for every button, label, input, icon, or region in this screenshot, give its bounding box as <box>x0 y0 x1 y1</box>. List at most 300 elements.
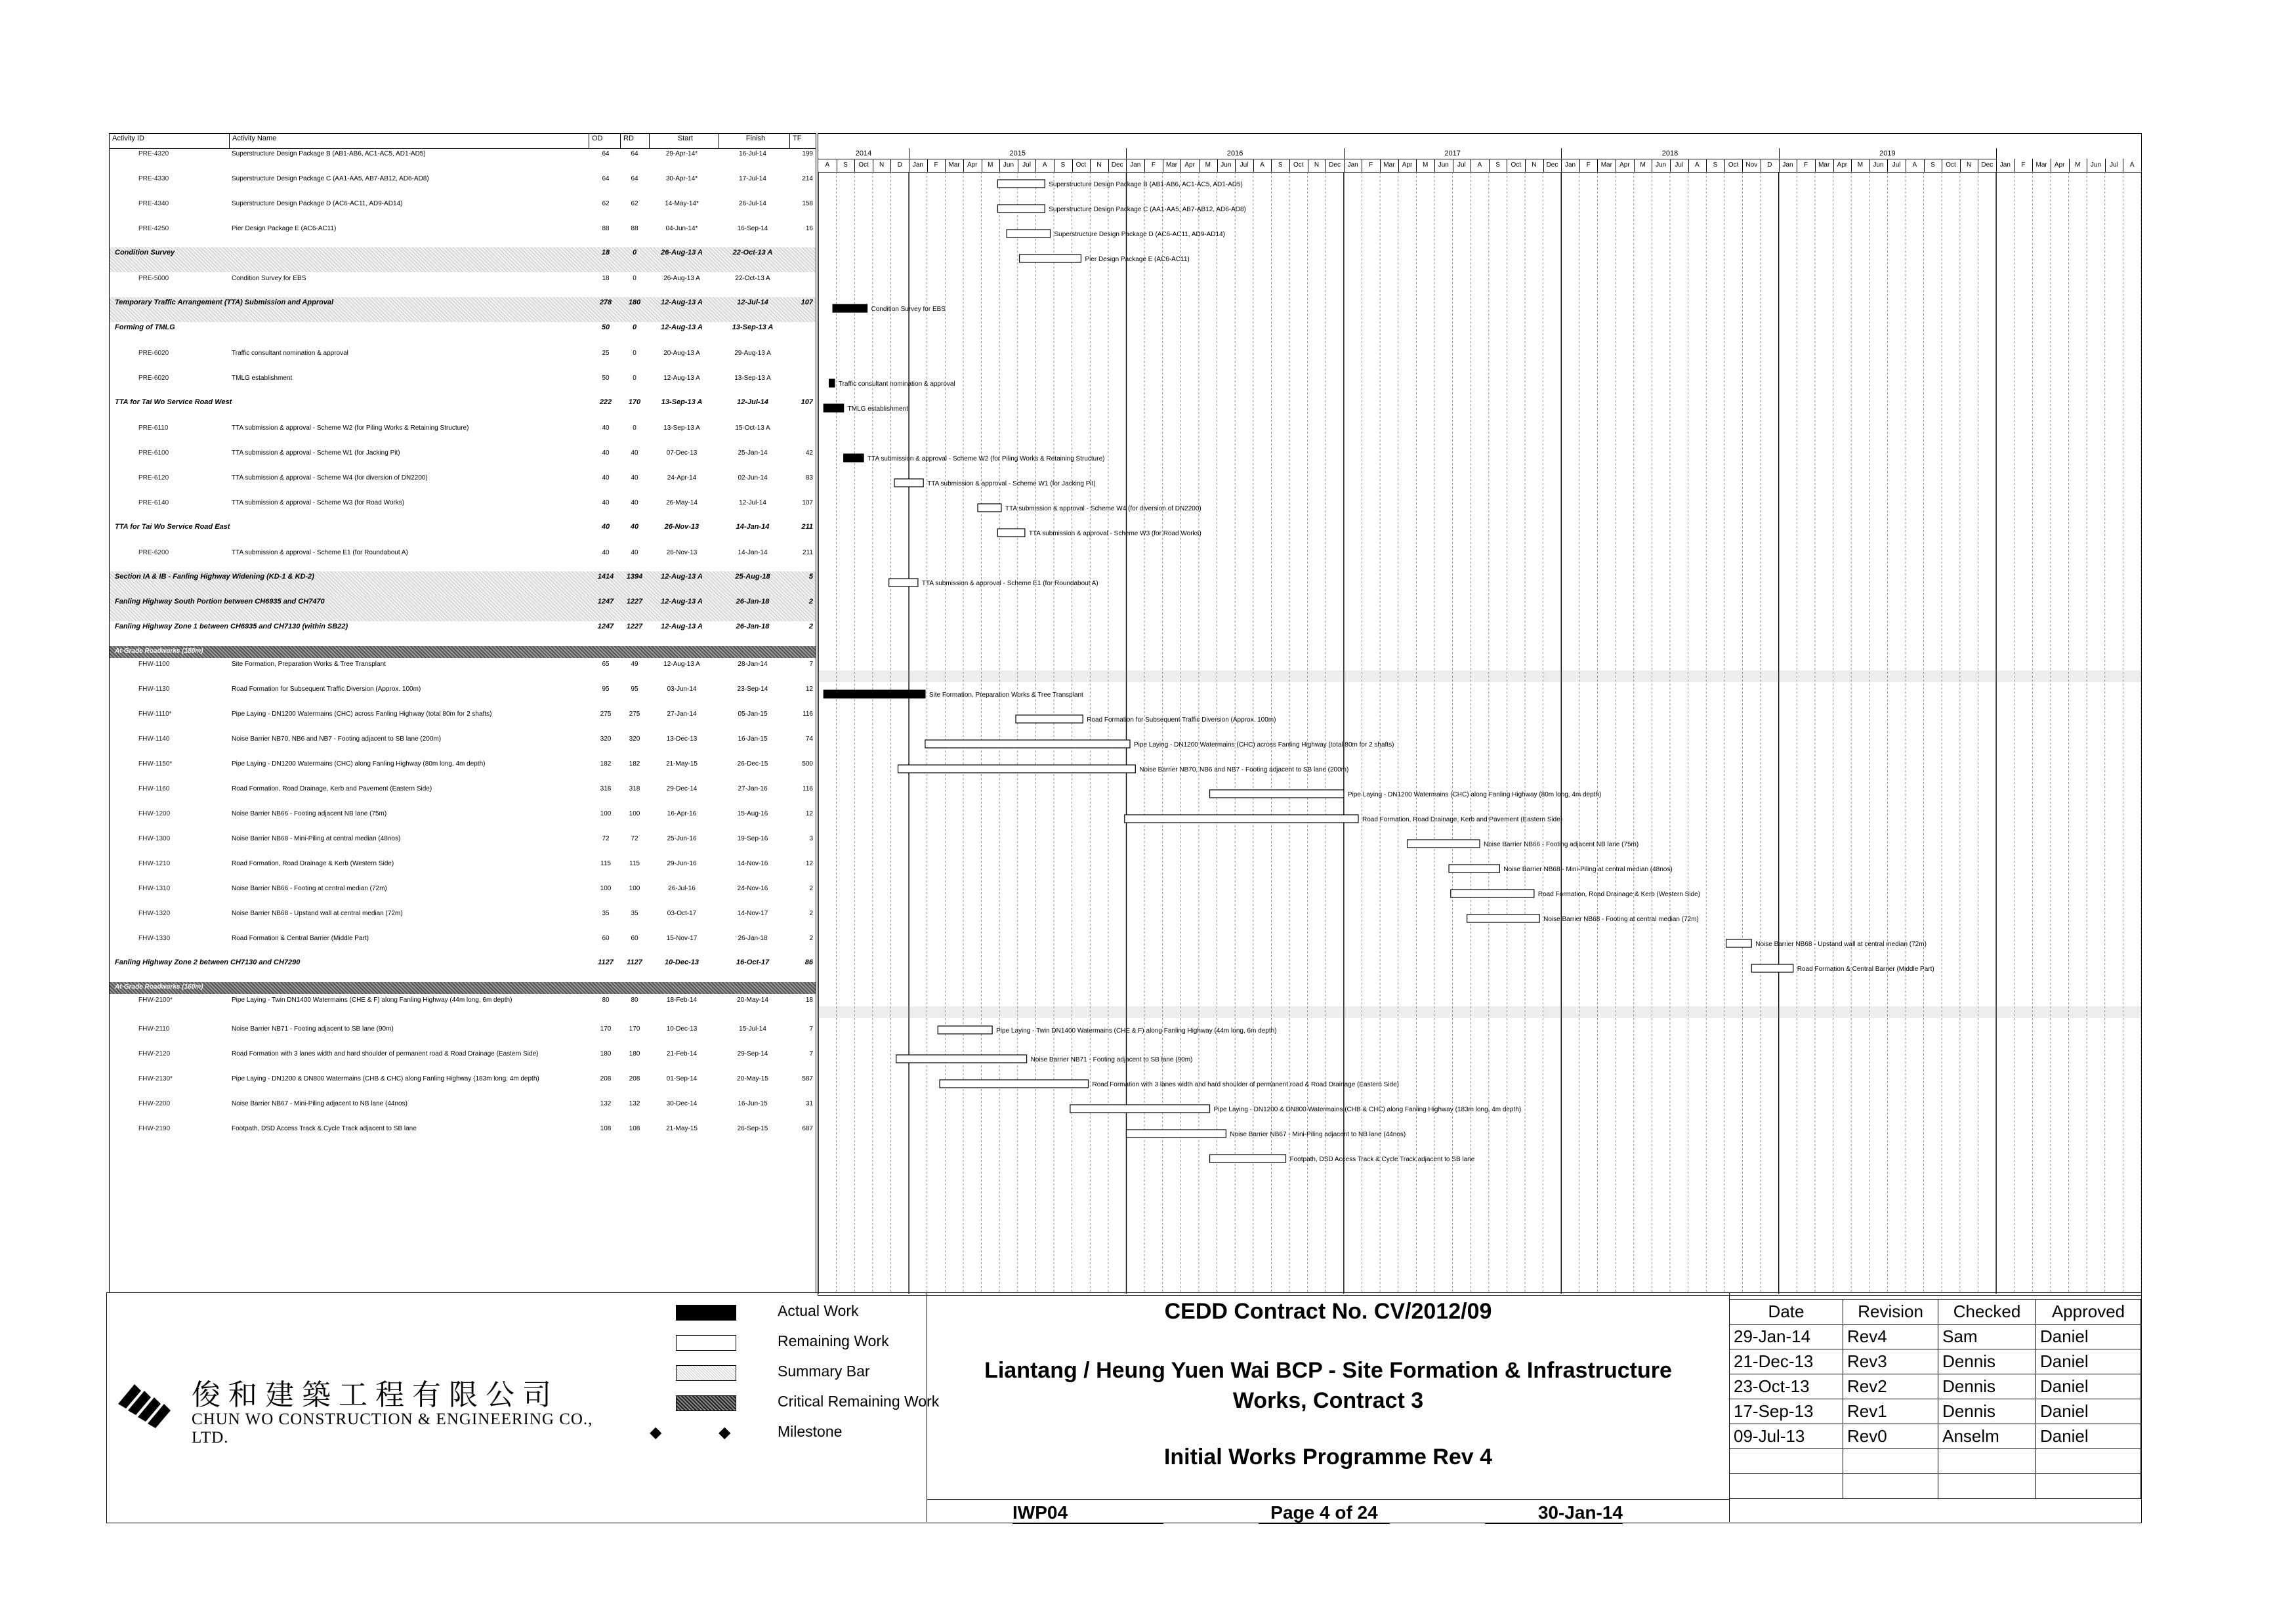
remaining-work-bar <box>1020 255 1081 262</box>
remaining-work-bar <box>1451 890 1534 897</box>
remaining-duration: 88 <box>631 225 638 232</box>
timeline-month: M <box>982 159 1001 172</box>
timeline-month: Dec <box>1543 159 1562 172</box>
finish-date: 20-May-14 <box>737 996 768 1004</box>
remaining-work-bar <box>896 1055 1027 1063</box>
doc-code: IWP04 <box>1012 1502 1163 1524</box>
activity-id: FHW-2110 <box>138 1025 170 1033</box>
remaining-duration: 180 <box>628 298 641 306</box>
bar-label: Noise Barrier NB68 - Footing at central median (72m) <box>1543 916 1699 923</box>
timeline-month: Jul <box>2105 159 2124 172</box>
activity-id: PRE-4340 <box>138 200 169 207</box>
finish-date: 13-Sep-13 A <box>734 375 771 382</box>
revision-cell: Dennis <box>1938 1399 2036 1424</box>
start-date: 24-Apr-14 <box>667 474 697 482</box>
activity-name: Superstructure Design Package D (AC6-AC11, AD9-AD14) <box>232 200 403 207</box>
timeline-month: Apr <box>1616 159 1635 172</box>
start-date: 10-Dec-13 <box>665 958 699 966</box>
original-duration: 40 <box>602 474 610 482</box>
remaining-duration: 60 <box>631 935 638 942</box>
total-float: 16 <box>805 225 813 232</box>
revision-cell <box>2035 1449 2140 1474</box>
revision-row <box>1730 1325 2141 1349</box>
remaining-duration: 1127 <box>627 958 642 966</box>
total-float: 3 <box>809 835 813 842</box>
timeline-year: 2016 <box>1126 148 1344 159</box>
start-date: 13-Dec-13 <box>666 735 698 743</box>
timeline-month: A <box>1471 159 1490 172</box>
revision-row <box>1730 1349 2141 1374</box>
start-date: 04-Jun-14* <box>665 225 698 232</box>
total-float: 83 <box>805 474 813 482</box>
remaining-work-bar <box>1070 1105 1210 1113</box>
timeline-month: Nov <box>1742 159 1761 172</box>
revision-row <box>1730 1399 2141 1424</box>
start-date: 21-May-15 <box>666 1125 698 1132</box>
revision-table <box>1729 1299 2141 1499</box>
activity-name: Footpath, DSD Access Track & Cycle Track adjacent to SB lane <box>232 1125 417 1132</box>
timeline-month: F <box>1797 159 1816 172</box>
revision-cell: Rev1 <box>1843 1399 1938 1424</box>
total-float: 587 <box>802 1075 813 1082</box>
timeline-month: N <box>873 159 892 172</box>
revision-row <box>1730 1374 2141 1399</box>
activity-id: PRE-6110 <box>138 424 169 432</box>
legend-swatch <box>676 1335 736 1351</box>
activity-name: Noise Barrier NB67 - Mini-Piling adjacent to NB lane (44nos) <box>232 1100 407 1107</box>
timeline-month: Jul <box>1670 159 1689 172</box>
original-duration: 170 <box>600 1025 612 1033</box>
total-float: 2 <box>809 885 813 892</box>
bar-label: Noise Barrier NB68 - Upstand wall at central median (72m) <box>1755 941 1927 948</box>
activity-id: FHW-1210 <box>138 860 171 867</box>
table-row <box>110 497 816 522</box>
finish-date: 26-Jan-18 <box>738 935 768 942</box>
revision-cell: 29-Jan-14 <box>1730 1325 1843 1349</box>
remaining-work-bar <box>1449 865 1499 873</box>
total-float: 12 <box>805 810 813 817</box>
remaining-duration: 95 <box>631 686 638 693</box>
bar-label: Noise Barrier NB70, NB6 and NB7 - Footing adjacent to SB lane (200m) <box>1139 766 1349 773</box>
revision-column-header: Approved <box>2035 1300 2140 1325</box>
finish-date: 22-Oct-13 A <box>735 275 770 282</box>
original-duration: 1247 <box>597 623 614 630</box>
original-duration: 80 <box>602 996 610 1004</box>
remaining-duration: 0 <box>632 323 637 331</box>
finish-date: 20-May-15 <box>737 1075 768 1082</box>
finish-date: 24-Nov-16 <box>737 885 768 892</box>
bar-label: Superstructure Design Package C (AA1-AA5, AB7-AB12, AD6-AD8) <box>1049 206 1246 213</box>
revision-column-header: Date <box>1730 1300 1843 1325</box>
start-date: 26-Jul-16 <box>668 885 696 892</box>
timeline-month: Oct <box>1724 159 1743 172</box>
timeline-month: Jan <box>1561 159 1580 172</box>
finish-date: 27-Jan-16 <box>738 785 768 792</box>
activity-name: TTA for Tai Wo Service Road East <box>115 523 230 531</box>
start-date: 12-Aug-13 A <box>663 661 700 668</box>
finish-date: 13-Sep-13 A <box>732 323 774 331</box>
total-float: 7 <box>809 1025 813 1033</box>
finish-date: 16-Jun-15 <box>738 1100 768 1107</box>
revision-row <box>1730 1449 2141 1474</box>
timeline-month: Mar <box>1815 159 1834 172</box>
activity-id: FHW-2190 <box>138 1125 171 1132</box>
timeline-month: F <box>927 159 946 172</box>
original-duration: 1247 <box>597 598 614 606</box>
revision-cell: Dennis <box>1938 1349 2036 1374</box>
original-duration: 72 <box>602 835 610 842</box>
revision-column-header: Revision <box>1843 1300 1938 1325</box>
total-float: 5 <box>808 573 813 581</box>
finish-date: 23-Sep-14 <box>737 686 768 693</box>
remaining-work-bar <box>940 1080 1088 1088</box>
table-row <box>110 1098 816 1122</box>
activity-id: FHW-1330 <box>138 935 171 942</box>
finish-date: 05-Jan-15 <box>738 710 768 718</box>
total-float: 116 <box>803 710 813 718</box>
remaining-work-bar <box>1210 1155 1286 1162</box>
timeline-month: S <box>1706 159 1725 172</box>
remaining-work-bar <box>1408 840 1480 848</box>
timeline-month: Apr <box>963 159 982 172</box>
remaining-duration: 64 <box>631 175 638 182</box>
remaining-duration: 208 <box>629 1075 640 1082</box>
remaining-duration: 1227 <box>626 598 643 606</box>
wbs-group-row <box>110 397 816 422</box>
activity-id: PRE-6200 <box>138 549 169 556</box>
remaining-work-bar <box>1126 1130 1226 1138</box>
col-od: OD <box>589 134 620 148</box>
original-duration: 40 <box>602 424 610 432</box>
timeline-month: N <box>1308 159 1327 172</box>
finish-date: 14-Jan-14 <box>736 523 770 531</box>
activity-id: PRE-4250 <box>138 225 169 232</box>
timeline-year: 2017 <box>1344 148 1562 159</box>
timeline-month: Mar <box>1380 159 1399 172</box>
timeline-month: S <box>1489 159 1508 172</box>
finish-date: 15-Oct-13 A <box>735 424 770 432</box>
timeline-month: Jan <box>1344 159 1363 172</box>
table-row <box>110 347 816 372</box>
activity-name: At-Grade Roadworks (180m) <box>115 647 203 655</box>
start-date: 20-Aug-13 A <box>663 350 700 357</box>
remaining-duration: 0 <box>633 424 637 432</box>
activity-id: FHW-2200 <box>138 1100 171 1107</box>
remaining-work-bar <box>1751 964 1793 972</box>
revision-cell: Anselm <box>1938 1424 2036 1449</box>
timeline-month: Dec <box>1108 159 1127 172</box>
timeline-month: Oct <box>1072 159 1091 172</box>
remaining-duration: 182 <box>629 760 640 768</box>
finish-date: 29-Sep-14 <box>737 1050 768 1058</box>
timeline-month: Oct <box>1942 159 1961 172</box>
activity-name: Pipe Laying - DN1200 Watermains (CHC) along Fanling Highway (80m long, 4m depth) <box>232 760 486 768</box>
activity-name: TTA submission & approval - Scheme W4 (for diversion of DN2200) <box>232 474 428 482</box>
original-duration: 222 <box>599 398 612 406</box>
revision-cell <box>1730 1474 1843 1499</box>
timeline-month: M <box>1416 159 1435 172</box>
timeline-month: Jul <box>1235 159 1254 172</box>
remaining-duration: 40 <box>630 523 639 531</box>
activity-id: FHW-1320 <box>138 910 171 917</box>
activity-name: TTA submission & approval - Scheme W3 (for Road Works) <box>232 499 405 506</box>
activity-id: FHW-1150* <box>138 760 173 768</box>
start-date: 29-Dec-14 <box>666 785 698 792</box>
start-date: 13-Sep-13 A <box>661 398 703 406</box>
activity-name: Condition Survey <box>115 249 175 257</box>
activity-name: Road Formation, Road Drainage & Kerb (Western Side) <box>232 860 394 867</box>
timeline-month: Apr <box>1180 159 1200 172</box>
timeline-month: A <box>1035 159 1054 172</box>
col-finish: Finish <box>719 134 789 148</box>
finish-date: 29-Aug-13 A <box>734 350 771 357</box>
activity-name: At-Grade Roadworks (160m) <box>115 983 203 991</box>
timeline-year: 2015 <box>909 148 1127 159</box>
activity-name: Noise Barrier NB66 - Footing at central median (72m) <box>232 885 387 892</box>
actual-work-bar <box>844 454 864 462</box>
remaining-duration: 170 <box>628 398 641 406</box>
activity-id: PRE-6120 <box>138 474 169 482</box>
remaining-duration: 100 <box>629 885 640 892</box>
bar-label: Noise Barrier NB67 - Mini-Piling adjacent to NB lane (44nos) <box>1230 1131 1406 1138</box>
finish-date: 26-Jan-18 <box>736 598 770 606</box>
programme-title: Initial Works Programme Rev 4 <box>1163 1445 1493 1469</box>
finish-date: 19-Sep-16 <box>737 835 768 842</box>
start-date: 12-Aug-13 A <box>661 323 703 331</box>
remaining-duration: 40 <box>631 499 638 506</box>
timeline-year: 2014 <box>818 148 909 159</box>
original-duration: 108 <box>600 1125 612 1132</box>
milestone-icon: ◆ <box>719 1424 731 1441</box>
table-row <box>110 857 816 882</box>
activity-id: FHW-1160 <box>138 785 170 792</box>
table-row <box>110 907 816 932</box>
start-date: 13-Sep-13 A <box>663 424 700 432</box>
wbs-group-row <box>110 646 816 658</box>
timeline-month: A <box>2123 159 2142 172</box>
revision-cell <box>1938 1449 2036 1474</box>
remaining-work-bar <box>997 205 1045 213</box>
original-duration: 1414 <box>597 573 614 581</box>
finish-date: 25-Jan-14 <box>738 449 768 457</box>
wbs-band <box>818 670 2141 682</box>
bar-label: Noise Barrier NB68 - Mini-Piling at central median (48nos) <box>1503 866 1673 873</box>
activity-name: TMLG establishment <box>232 375 293 382</box>
total-float: 199 <box>802 150 813 157</box>
activity-id: FHW-1140 <box>138 735 170 743</box>
original-duration: 65 <box>602 661 610 668</box>
activity-name: Pipe Laying - DN1200 Watermains (CHC) across Fanling Highway (total 80m for 2 shafts) <box>232 710 492 718</box>
activity-table-header <box>109 133 816 149</box>
timeline-month: A <box>818 159 837 172</box>
revision-column-header: Checked <box>1938 1300 2036 1325</box>
activity-table-body <box>109 148 816 1292</box>
timeline-month: Mar <box>1163 159 1182 172</box>
timeline-month: Mar <box>945 159 964 172</box>
remaining-work-bar <box>889 579 918 586</box>
activity-name: Superstructure Design Package C (AA1-AA5, AB7-AB12, AD6-AD8) <box>232 175 429 182</box>
revision-cell: Daniel <box>2035 1374 2140 1399</box>
table-row <box>110 272 816 297</box>
remaining-duration: 72 <box>631 835 638 842</box>
activity-name: Pier Design Package E (AC6-AC11) <box>232 225 337 232</box>
activity-name: Temporary Traffic Arrangement (TTA) Submission and Approval <box>115 298 334 306</box>
timeline-month: A <box>1906 159 1925 172</box>
original-duration: 180 <box>600 1050 612 1058</box>
timeline-month: A <box>1253 159 1272 172</box>
timeline-month: F <box>1362 159 1381 172</box>
activity-id: FHW-1110* <box>138 710 172 718</box>
finish-date: 25-Aug-18 <box>735 573 770 581</box>
original-duration: 35 <box>602 910 610 917</box>
original-duration: 50 <box>601 323 610 331</box>
bar-label: Noise Barrier NB71 - Footing adjacent to SB lane (90m) <box>1030 1056 1193 1063</box>
timeline-month: Jun <box>1434 159 1453 172</box>
start-date: 15-Nov-17 <box>666 935 698 942</box>
remaining-duration: 1394 <box>626 573 643 581</box>
remaining-work-bar <box>997 180 1045 188</box>
remaining-duration: 108 <box>629 1125 640 1132</box>
activity-name: Fanling Highway Zone 1 between CH6935 and CH7130 (within SB22) <box>115 623 348 630</box>
original-duration: 60 <box>602 935 610 942</box>
company-name-chinese: 俊和建築工程有限公司 <box>192 1378 559 1412</box>
actual-work-bar <box>829 379 835 387</box>
wbs-group-row <box>110 596 816 621</box>
original-duration: 275 <box>600 710 612 718</box>
remaining-work-bar <box>894 479 923 487</box>
remaining-duration: 80 <box>631 996 638 1004</box>
remaining-duration: 115 <box>629 860 640 867</box>
wbs-group-row <box>110 297 816 322</box>
start-date: 12-Aug-13 A <box>661 573 703 581</box>
bar-label: Road Formation with 3 lanes width and hard shoulder of permanent road & Road Drainage (Eastern Side) <box>1092 1081 1399 1088</box>
table-row <box>110 808 816 832</box>
start-date: 26-Aug-13 A <box>661 249 703 257</box>
revision-cell: Dennis <box>1938 1374 2036 1399</box>
bar-label: Site Formation, Preparation Works & Tree Transplant <box>929 691 1083 699</box>
legend-label: Milestone <box>778 1423 843 1440</box>
original-duration: 18 <box>601 249 610 257</box>
activity-name: TTA submission & approval - Scheme E1 (for Roundabout A) <box>232 549 408 556</box>
table-row <box>110 882 816 907</box>
remaining-duration: 275 <box>629 710 640 718</box>
col-start: Start <box>649 134 719 148</box>
legend-label: Actual Work <box>778 1302 859 1319</box>
activity-id: PRE-6140 <box>138 499 169 506</box>
wbs-group-row <box>110 621 816 646</box>
timeline-month: A <box>1688 159 1707 172</box>
revision-cell: Rev4 <box>1843 1325 1938 1349</box>
timeline-month: Jul <box>1018 159 1037 172</box>
original-duration: 18 <box>602 275 610 282</box>
start-date: 12-Aug-13 A <box>661 598 703 606</box>
timeline-month: Mar <box>1598 159 1617 172</box>
total-float: 2 <box>809 935 813 942</box>
table-row <box>110 173 816 197</box>
activity-id: PRE-5000 <box>138 275 169 282</box>
timeline-month: Jan <box>1779 159 1798 172</box>
start-date: 12-Aug-13 A <box>663 375 700 382</box>
revision-cell: Rev2 <box>1843 1374 1938 1399</box>
finish-date: 17-Jul-14 <box>739 175 766 182</box>
timeline-month: Jul <box>1887 159 1906 172</box>
activity-name: Road Formation & Central Barrier (Middle Part) <box>232 935 369 942</box>
start-date: 29-Jun-16 <box>667 860 697 867</box>
remaining-duration: 0 <box>633 350 637 357</box>
start-date: 03-Oct-17 <box>667 910 697 917</box>
bar-label: Condition Survey for EBS <box>871 306 946 313</box>
activity-name: TTA submission & approval - Scheme W2 (for Piling Works & Retaining Structure) <box>232 424 469 432</box>
remaining-duration: 132 <box>629 1100 640 1107</box>
activity-id: FHW-2120 <box>138 1050 171 1058</box>
total-float: 687 <box>802 1125 813 1132</box>
bar-label: TMLG establishment <box>847 405 908 413</box>
finish-date: 16-Sep-14 <box>737 225 768 232</box>
table-row <box>110 1073 816 1098</box>
total-float: 211 <box>803 549 813 556</box>
finish-date: 16-Jan-15 <box>738 735 768 743</box>
original-duration: 64 <box>602 175 610 182</box>
activity-name: TTA for Tai Wo Service Road West <box>115 398 232 406</box>
activity-name: Traffic consultant nomination & approval <box>232 350 348 357</box>
bar-label: TTA submission & approval - Scheme W2 (for Piling Works & Retaining Structure) <box>867 455 1105 462</box>
bar-label: TTA submission & approval - Scheme W1 (for Jacking Pit) <box>927 480 1096 487</box>
remaining-duration: 320 <box>629 735 640 743</box>
remaining-duration: 1227 <box>626 623 643 630</box>
timeline-month: Jan <box>1126 159 1145 172</box>
bar-label: Pier Design Package E (AC6-AC11) <box>1085 256 1190 263</box>
doc-date: 30-Jan-14 <box>1485 1502 1623 1524</box>
start-date: 25-Jun-16 <box>667 835 697 842</box>
activity-id: FHW-1200 <box>138 810 171 817</box>
remaining-duration: 0 <box>632 249 637 257</box>
activity-name: Road Formation, Road Drainage, Kerb and Pavement (Eastern Side) <box>232 785 432 792</box>
wbs-band <box>818 1006 2141 1018</box>
table-row <box>110 222 816 247</box>
activity-name: TTA submission & approval - Scheme W1 (for Jacking Pit) <box>232 449 400 457</box>
revision-cell <box>1938 1474 2036 1499</box>
revision-cell: Daniel <box>2035 1325 2140 1349</box>
bar-label: Road Formation & Central Barrier (Middle Part) <box>1797 966 1934 973</box>
timeline-month: S <box>1271 159 1290 172</box>
total-float: 7 <box>809 661 813 668</box>
revision-cell: Daniel <box>2035 1399 2140 1424</box>
start-date: 26-Nov-13 <box>666 549 698 556</box>
start-date: 26-Aug-13 A <box>663 275 700 282</box>
table-row <box>110 683 816 708</box>
finish-date: 15-Jul-14 <box>739 1025 766 1033</box>
revision-cell <box>1843 1474 1938 1499</box>
revision-cell: Rev3 <box>1843 1349 1938 1374</box>
revision-cell: Rev0 <box>1843 1424 1938 1449</box>
revision-row <box>1730 1424 2141 1449</box>
remaining-duration: 100 <box>629 810 640 817</box>
finish-date: 12-Jul-14 <box>737 398 768 406</box>
bar-label: TTA submission & approval - Scheme E1 (for Roundabout A) <box>921 580 1098 587</box>
timeline-month: Apr <box>1833 159 1852 172</box>
timeline-month: M <box>2069 159 2088 172</box>
activity-name: Noise Barrier NB66 - Footing adjacent NB lane (75m) <box>232 810 387 817</box>
activity-name: Superstructure Design Package B (AB1-AB6, AC1-AC5, AD1-AD5) <box>232 150 426 157</box>
revision-cell: 21-Dec-13 <box>1730 1349 1843 1374</box>
total-float: 107 <box>801 298 813 306</box>
table-row <box>110 447 816 472</box>
timeline-month: S <box>1924 159 1943 172</box>
original-duration: 132 <box>600 1100 612 1107</box>
timeline-month: D <box>890 159 909 172</box>
finish-date: 02-Jun-14 <box>738 474 768 482</box>
original-duration: 64 <box>602 150 610 157</box>
